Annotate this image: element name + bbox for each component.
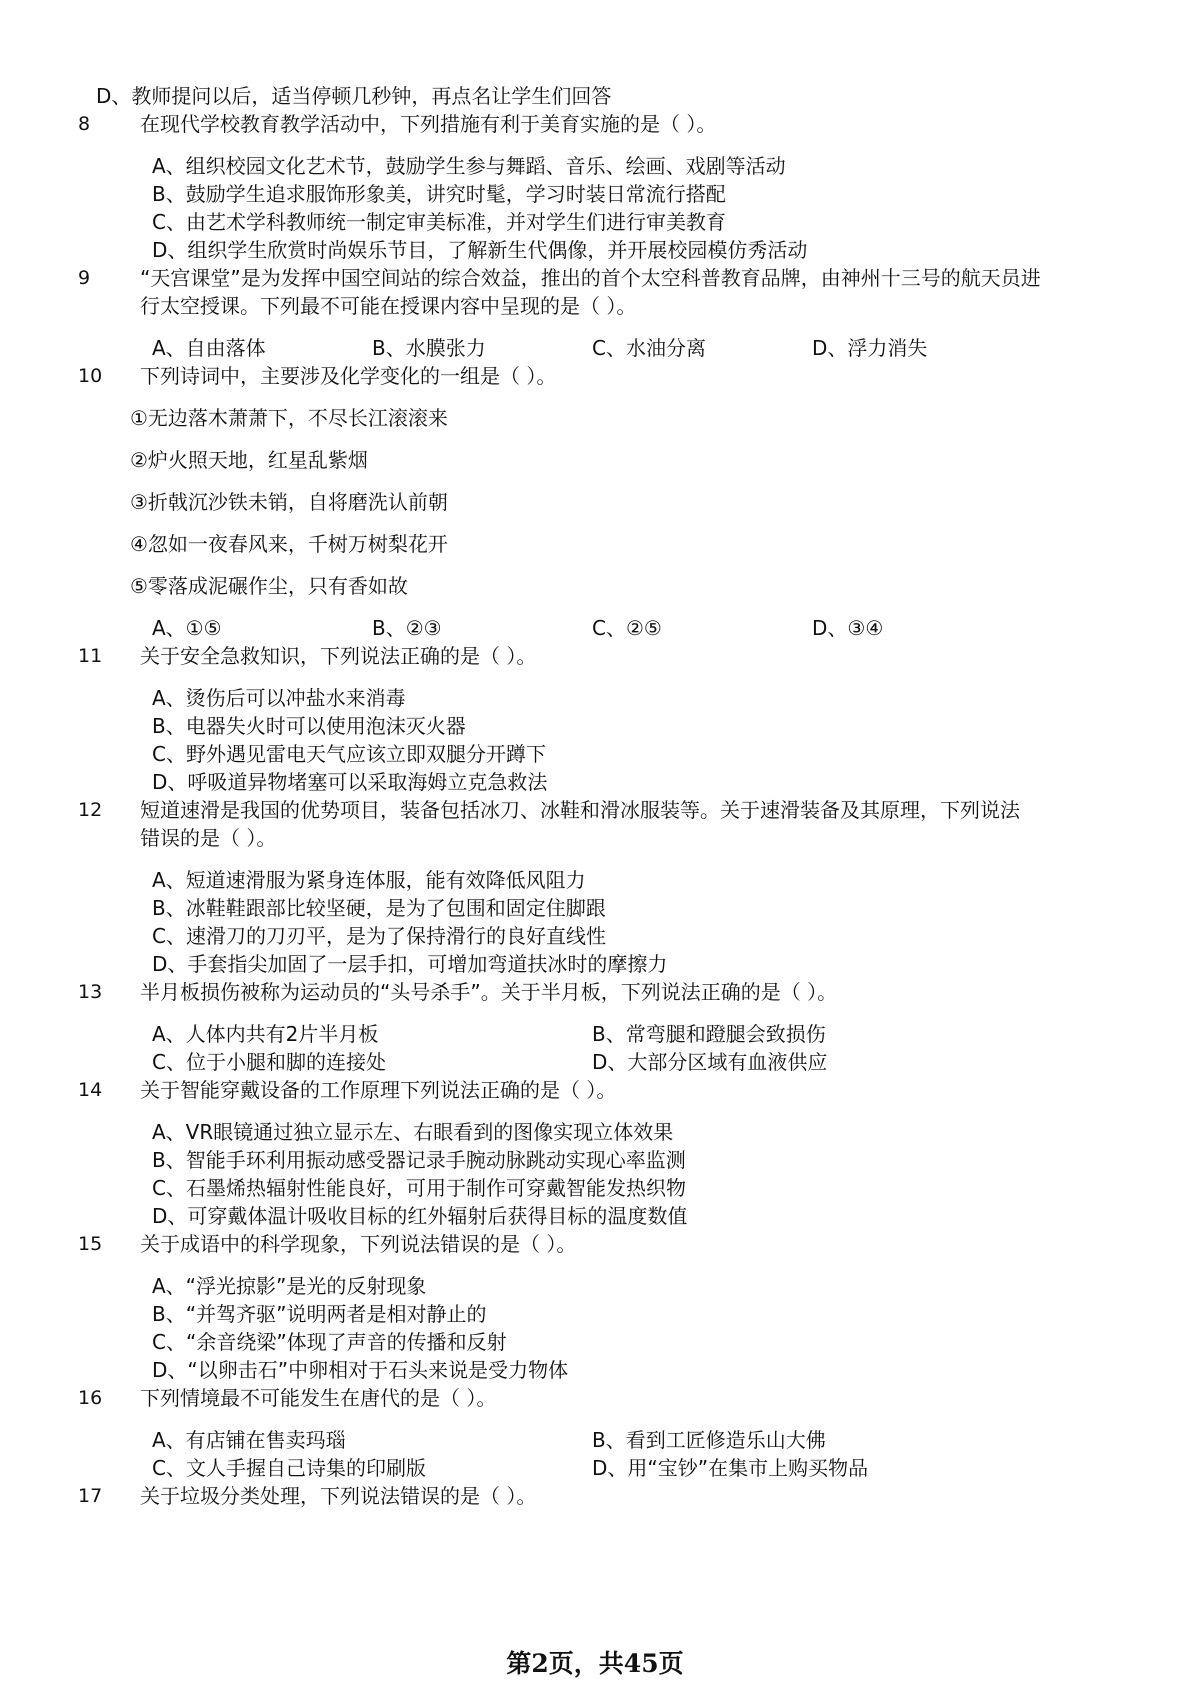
option-a: A、人体内共有2片半月板 — [152, 1022, 379, 1046]
question-stem: 在现代学校教育教学活动中，下列措施有利于美育实施的是（ ）。 — [140, 112, 717, 136]
question-number: 17 — [78, 1485, 103, 1507]
question-stem: 关于安全急救知识，下列说法正确的是（ ）。 — [140, 644, 537, 668]
option-c: C、②⑤ — [592, 616, 662, 640]
question-number: 13 — [78, 981, 103, 1003]
option-b: B、“并驾齐驱”说明两者是相对静止的 — [152, 1302, 487, 1326]
option-a: A、VR眼镜通过独立显示左、右眼看到的图像实现立体效果 — [152, 1120, 674, 1144]
option-d: D、可穿戴体温计吸收目标的红外辐射后获得目标的温度数值 — [152, 1204, 688, 1228]
question-stem: 关于垃圾分类处理，下列说法错误的是（ ）。 — [140, 1484, 537, 1508]
option-c: C、野外遇见雷电天气应该立即双腿分开蹲下 — [152, 742, 546, 766]
option-d: D、浮力消失 — [812, 336, 928, 360]
question-stem: “天宫课堂”是为发挥中国空间站的综合效益，推出的首个太空科普教育品牌，由神州十三号的航天员进 — [140, 266, 1041, 290]
option-c: C、速滑刀的刀刃平，是为了保持滑行的良好直线性 — [152, 924, 606, 948]
question-stem: 关于智能穿戴设备的工作原理下列说法正确的是（ ）。 — [140, 1078, 617, 1102]
option-b: B、电器失火时可以使用泡沫灭火器 — [152, 714, 466, 738]
option-d: D、“以卵击石”中卵相对于石头来说是受力物体 — [152, 1358, 569, 1382]
question-number: 12 — [78, 799, 103, 821]
option-b: B、水膜张力 — [372, 336, 486, 360]
poem-item-3: ③折戟沉沙铁未销，自将磨洗认前朝 — [130, 490, 448, 514]
option-a: A、“浮光掠影”是光的反射现象 — [152, 1274, 427, 1298]
option-d: D、组织学生欣赏时尚娱乐节目，了解新生代偶像，并开展校园模仿秀活动 — [152, 238, 808, 262]
question-number: 16 — [78, 1387, 103, 1409]
option-d: D、呼吸道异物堵塞可以采取海姆立克急救法 — [152, 770, 548, 794]
option-b: B、看到工匠修造乐山大佛 — [592, 1428, 826, 1452]
question-number: 9 — [78, 267, 91, 289]
page-footer: 第2页，共45页 — [506, 1649, 684, 1678]
option-a: A、①⑤ — [152, 616, 222, 640]
poem-item-4: ④忽如一夜春风来，千树万树梨花开 — [130, 532, 448, 556]
option-a: A、有店铺在售卖玛瑙 — [152, 1428, 346, 1452]
question-stem-continued: 行太空授课。下列最不可能在授课内容中呈现的是（ ）。 — [140, 294, 637, 318]
question-stem: 下列诗词中，主要涉及化学变化的一组是（ ）。 — [140, 364, 557, 388]
option-c: C、由艺术学科教师统一制定审美标准，并对学生们进行审美教育 — [152, 210, 726, 234]
poem-item-2: ②炉火照天地，红星乱紫烟 — [130, 448, 368, 472]
option-a: A、短道速滑服为紧身连体服，能有效降低风阻力 — [152, 868, 586, 892]
question-stem: 短道速滑是我国的优势项目，装备包括冰刀、冰鞋和滑冰服装等。关于速滑装备及其原理，下列说法 — [140, 798, 1020, 822]
question-number: 14 — [78, 1079, 103, 1101]
option-d: D、用“宝钞”在集市上购买物品 — [592, 1456, 869, 1480]
option-c: C、“余音绕梁”体现了声音的传播和反射 — [152, 1330, 507, 1354]
question-stem-continued: 错误的是（ ）。 — [140, 826, 277, 850]
option-c: C、位于小腿和脚的连接处 — [152, 1050, 386, 1074]
option-a: A、组织校园文化艺术节，鼓励学生参与舞蹈、音乐、绘画、戏剧等活动 — [152, 154, 786, 178]
option-b: B、冰鞋鞋跟部比较坚硬，是为了包围和固定住脚跟 — [152, 896, 606, 920]
option-b: B、②③ — [372, 616, 442, 640]
option-d: D、③④ — [812, 616, 884, 640]
question-stem: 半月板损伤被称为运动员的“头号杀手”。关于半月板，下列说法正确的是（ ）。 — [140, 980, 838, 1004]
question-stem: 关于成语中的科学现象，下列说法错误的是（ ）。 — [140, 1232, 577, 1256]
poem-item-5: ⑤零落成泥碾作尘，只有香如故 — [130, 574, 408, 598]
option-a: A、烫伤后可以冲盐水来消毒 — [152, 686, 406, 710]
question-number: 11 — [78, 645, 103, 667]
option-d: D、大部分区域有血液供应 — [592, 1050, 828, 1074]
poem-item-1: ①无边落木萧萧下，不尽长江滚滚来 — [130, 406, 448, 430]
option-b: B、常弯腿和蹬腿会致损伤 — [592, 1022, 826, 1046]
question-stem: 下列情境最不可能发生在唐代的是（ ）。 — [140, 1386, 497, 1410]
option-b: B、鼓励学生追求服饰形象美，讲究时髦，学习时装日常流行搭配 — [152, 182, 726, 206]
option-c: C、石墨烯热辐射性能良好，可用于制作可穿戴智能发热织物 — [152, 1176, 686, 1200]
option-c: C、文人手握自己诗集的印刷版 — [152, 1456, 426, 1480]
option-b: B、智能手环利用振动感受器记录手腕动脉跳动实现心率监测 — [152, 1148, 686, 1172]
option-a: A、自由落体 — [152, 336, 266, 360]
option-c: C、水油分离 — [592, 336, 706, 360]
option-d: D、手套指尖加固了一层手扣，可增加弯道扶冰时的摩擦力 — [152, 952, 668, 976]
question-number: 15 — [78, 1233, 103, 1255]
question-number: 8 — [78, 113, 91, 135]
continuation-option: D、教师提问以后，适当停顿几秒钟，再点名让学生们回答 — [96, 84, 612, 108]
question-number: 10 — [78, 365, 103, 387]
